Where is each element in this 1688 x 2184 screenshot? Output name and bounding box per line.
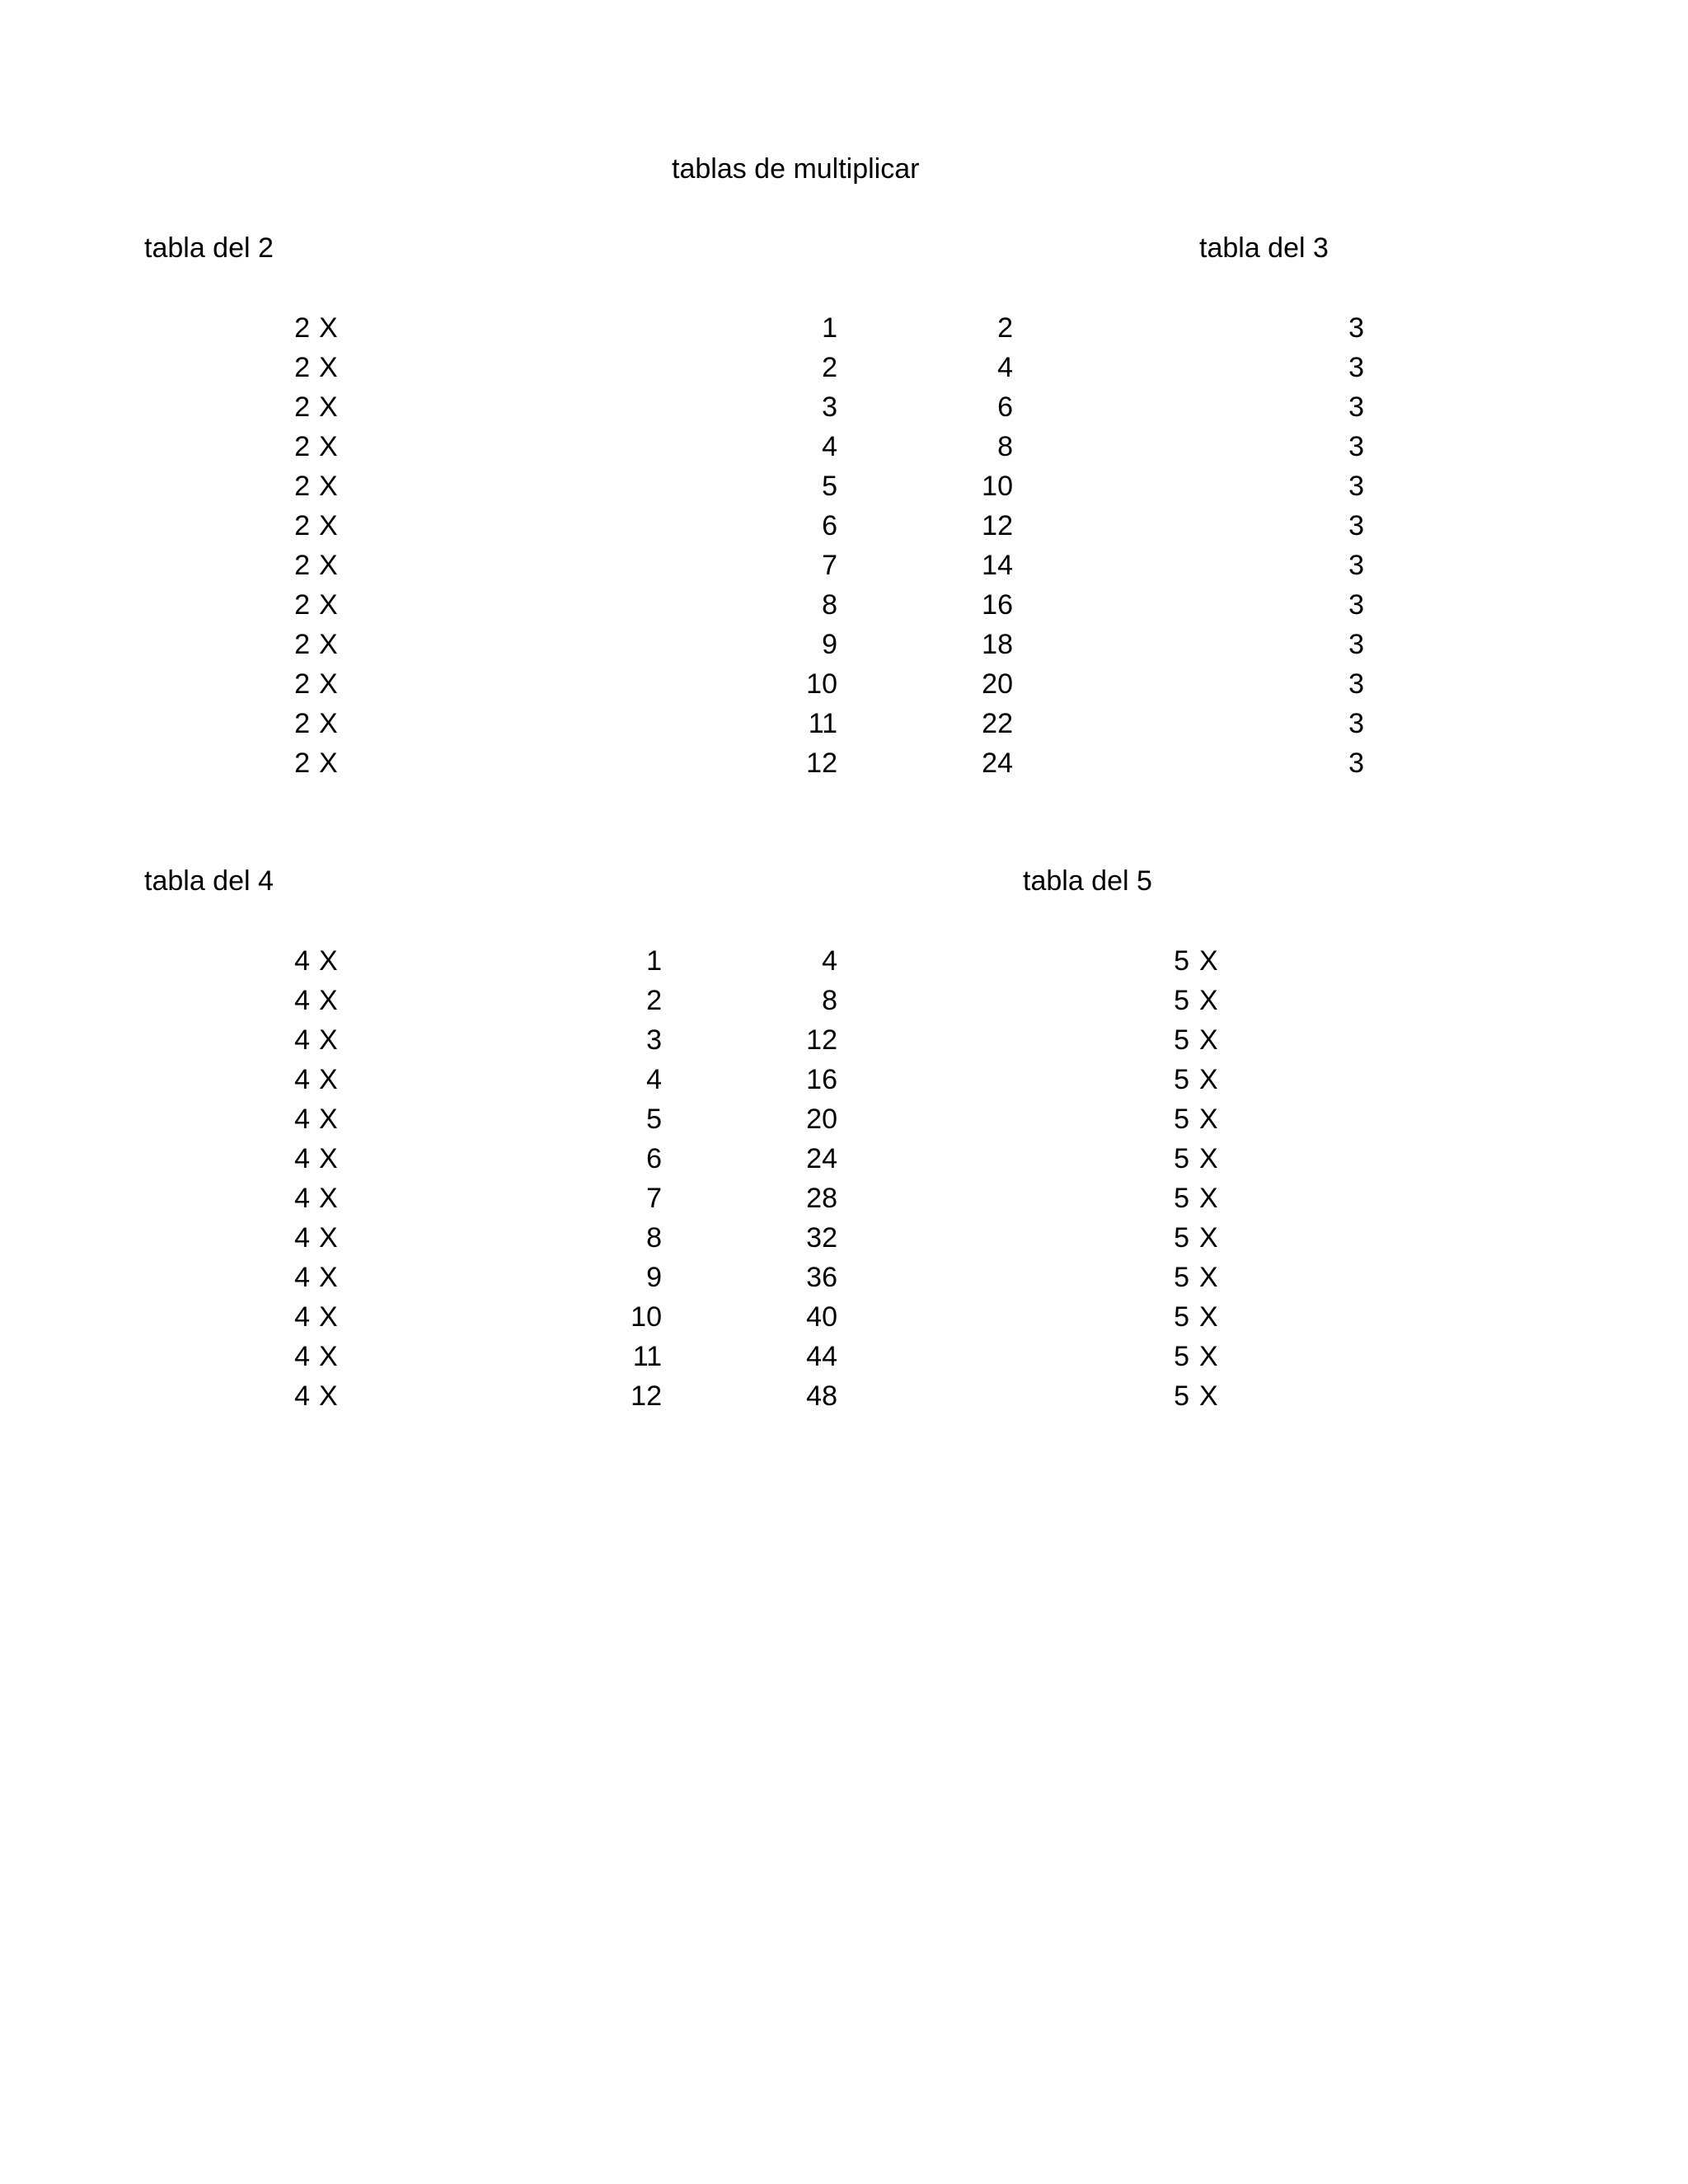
table-2-tabla-3-multiplicand: 3 (1348, 431, 1364, 462)
table-4-times-sign: X (319, 1183, 338, 1214)
table-4-multiplicand: 4 (294, 1301, 310, 1333)
table-2-tabla-3-multiplicand: 3 (1348, 312, 1364, 344)
table-4-times-sign: X (319, 1024, 338, 1056)
table-2-product: 6 (997, 391, 1013, 423)
table-5-times-sign: X (1199, 1222, 1218, 1254)
table-2-tabla-3-multiplicand: 3 (1348, 510, 1364, 541)
table-2-multiplicand: 2 (294, 471, 310, 502)
table-2-multiplier: 9 (822, 629, 837, 660)
table-2-multiplicand: 2 (294, 629, 310, 660)
table-4-multiplier: 4 (646, 1064, 662, 1095)
page-title: tablas de multiplicar (672, 153, 920, 185)
table-2-times-sign: X (319, 431, 338, 462)
table-2-times-sign: X (319, 312, 338, 344)
table-4-multiplier: 10 (631, 1301, 662, 1333)
table-5-times-sign: X (1199, 945, 1218, 977)
table-4-multiplier: 1 (646, 945, 662, 977)
table-4-product: 40 (806, 1301, 837, 1333)
table-2-multiplier: 6 (822, 510, 837, 541)
table-2-product: 20 (982, 668, 1013, 700)
table-2-multiplicand: 2 (294, 312, 310, 344)
table-4-times-sign: X (319, 1380, 338, 1412)
table-2-product: 4 (997, 352, 1013, 383)
table-4-product: 20 (806, 1104, 837, 1135)
table-4-multiplier: 5 (646, 1104, 662, 1135)
table-2-product: 16 (982, 589, 1013, 621)
table-5-times-sign: X (1199, 1024, 1218, 1056)
table-2-tabla-3-multiplicand: 3 (1348, 352, 1364, 383)
table-5-multiplicand: 5 (1174, 1064, 1189, 1095)
table-5-times-sign: X (1199, 1143, 1218, 1174)
table-2-multiplicand: 2 (294, 352, 310, 383)
table-5-times-sign: X (1199, 1064, 1218, 1095)
heading-tabla-del-5: tabla del 5 (1023, 865, 1152, 897)
table-4-product: 24 (806, 1143, 837, 1174)
table-4-product: 32 (806, 1222, 837, 1254)
table-2-multiplicand: 2 (294, 510, 310, 541)
table-2-multiplier: 3 (822, 391, 837, 423)
table-4-times-sign: X (319, 1262, 338, 1293)
table-4-multiplicand: 4 (294, 945, 310, 977)
table-2-product: 24 (982, 748, 1013, 779)
table-2-times-sign: X (319, 589, 338, 621)
table-2-multiplier: 4 (822, 431, 837, 462)
table-4-multiplicand: 4 (294, 1104, 310, 1135)
heading-tabla-del-2: tabla del 2 (144, 232, 274, 264)
table-4-times-sign: X (319, 1301, 338, 1333)
table-4-times-sign: X (319, 1341, 338, 1372)
table-4-product: 12 (806, 1024, 837, 1056)
table-5-times-sign: X (1199, 1262, 1218, 1293)
table-4-multiplicand: 4 (294, 1380, 310, 1412)
table-5-times-sign: X (1199, 1104, 1218, 1135)
table-5-times-sign: X (1199, 1183, 1218, 1214)
table-2-times-sign: X (319, 629, 338, 660)
table-4-multiplier: 8 (646, 1222, 662, 1254)
table-2-times-sign: X (319, 708, 338, 739)
table-2-tabla-3-multiplicand: 3 (1348, 748, 1364, 779)
table-5-multiplicand: 5 (1174, 985, 1189, 1016)
table-5-multiplicand: 5 (1174, 1222, 1189, 1254)
table-5-multiplicand: 5 (1174, 1380, 1189, 1412)
table-2-multiplicand: 2 (294, 589, 310, 621)
table-4-multiplicand: 4 (294, 1341, 310, 1372)
heading-tabla-del-3: tabla del 3 (1199, 232, 1329, 264)
table-2-tabla-3-multiplicand: 3 (1348, 708, 1364, 739)
table-2-product: 8 (997, 431, 1013, 462)
table-4-multiplier: 9 (646, 1262, 662, 1293)
table-2-tabla-3-multiplicand: 3 (1348, 589, 1364, 621)
table-4-times-sign: X (319, 1143, 338, 1174)
table-5-multiplicand: 5 (1174, 1024, 1189, 1056)
table-4-multiplicand: 4 (294, 1064, 310, 1095)
table-2-product: 12 (982, 510, 1013, 541)
table-4-multiplier: 11 (632, 1341, 662, 1372)
table-2-multiplier: 2 (822, 352, 837, 383)
table-4-times-sign: X (319, 945, 338, 977)
table-4-multiplicand: 4 (294, 1143, 310, 1174)
table-2-multiplier: 1 (822, 312, 837, 344)
table-2-product: 14 (982, 550, 1013, 581)
table-5-multiplicand: 5 (1174, 945, 1189, 977)
table-4-multiplier: 12 (631, 1380, 662, 1412)
table-4-multiplicand: 4 (294, 1262, 310, 1293)
table-2-times-sign: X (319, 352, 338, 383)
table-2-tabla-3-multiplicand: 3 (1348, 629, 1364, 660)
table-4-times-sign: X (319, 1064, 338, 1095)
table-4-product: 28 (806, 1183, 837, 1214)
table-5-times-sign: X (1199, 1380, 1218, 1412)
table-4-product: 44 (806, 1341, 837, 1372)
table-2-multiplier: 8 (822, 589, 837, 621)
table-2-product: 18 (982, 629, 1013, 660)
table-2-multiplier: 11 (808, 708, 837, 739)
table-4-times-sign: X (319, 1104, 338, 1135)
table-5-times-sign: X (1199, 1341, 1218, 1372)
table-4-product: 48 (806, 1380, 837, 1412)
table-2-times-sign: X (319, 471, 338, 502)
table-2-multiplicand: 2 (294, 708, 310, 739)
table-2-tabla-3-multiplicand: 3 (1348, 471, 1364, 502)
table-2-times-sign: X (319, 668, 338, 700)
table-5-multiplicand: 5 (1174, 1183, 1189, 1214)
table-5-multiplicand: 5 (1174, 1143, 1189, 1174)
table-2-multiplicand: 2 (294, 550, 310, 581)
table-2-multiplicand: 2 (294, 748, 310, 779)
table-4-product: 8 (822, 985, 837, 1016)
heading-tabla-del-4: tabla del 4 (144, 865, 274, 897)
table-2-multiplier: 10 (806, 668, 837, 700)
table-4-multiplier: 3 (646, 1024, 662, 1056)
table-4-multiplier: 2 (646, 985, 662, 1016)
table-4-multiplicand: 4 (294, 985, 310, 1016)
table-5-times-sign: X (1199, 1301, 1218, 1333)
table-2-tabla-3-multiplicand: 3 (1348, 391, 1364, 423)
table-4-multiplicand: 4 (294, 1183, 310, 1214)
table-4-times-sign: X (319, 985, 338, 1016)
table-4-product: 16 (806, 1064, 837, 1095)
table-2-times-sign: X (319, 748, 338, 779)
table-2-multiplier: 12 (806, 748, 837, 779)
table-2-multiplier: 7 (822, 550, 837, 581)
table-5-multiplicand: 5 (1174, 1301, 1189, 1333)
table-2-product: 10 (982, 471, 1013, 502)
table-4-product: 36 (806, 1262, 837, 1293)
table-4-multiplier: 6 (646, 1143, 662, 1174)
table-4-times-sign: X (319, 1222, 338, 1254)
table-5-multiplicand: 5 (1174, 1262, 1189, 1293)
table-2-times-sign: X (319, 510, 338, 541)
table-2-multiplicand: 2 (294, 431, 310, 462)
table-2-multiplicand: 2 (294, 668, 310, 700)
table-2-multiplier: 5 (822, 471, 837, 502)
table-2-tabla-3-multiplicand: 3 (1348, 668, 1364, 700)
table-2-times-sign: X (319, 550, 338, 581)
table-4-multiplicand: 4 (294, 1024, 310, 1056)
table-5-multiplicand: 5 (1174, 1341, 1189, 1372)
table-4-multiplier: 7 (646, 1183, 662, 1214)
table-2-multiplicand: 2 (294, 391, 310, 423)
table-2-times-sign: X (319, 391, 338, 423)
table-4-product: 4 (822, 945, 837, 977)
table-2-product: 22 (982, 708, 1013, 739)
table-5-times-sign: X (1199, 985, 1218, 1016)
table-2-product: 2 (997, 312, 1013, 344)
table-2-tabla-3-multiplicand: 3 (1348, 550, 1364, 581)
table-4-multiplicand: 4 (294, 1222, 310, 1254)
table-5-multiplicand: 5 (1174, 1104, 1189, 1135)
